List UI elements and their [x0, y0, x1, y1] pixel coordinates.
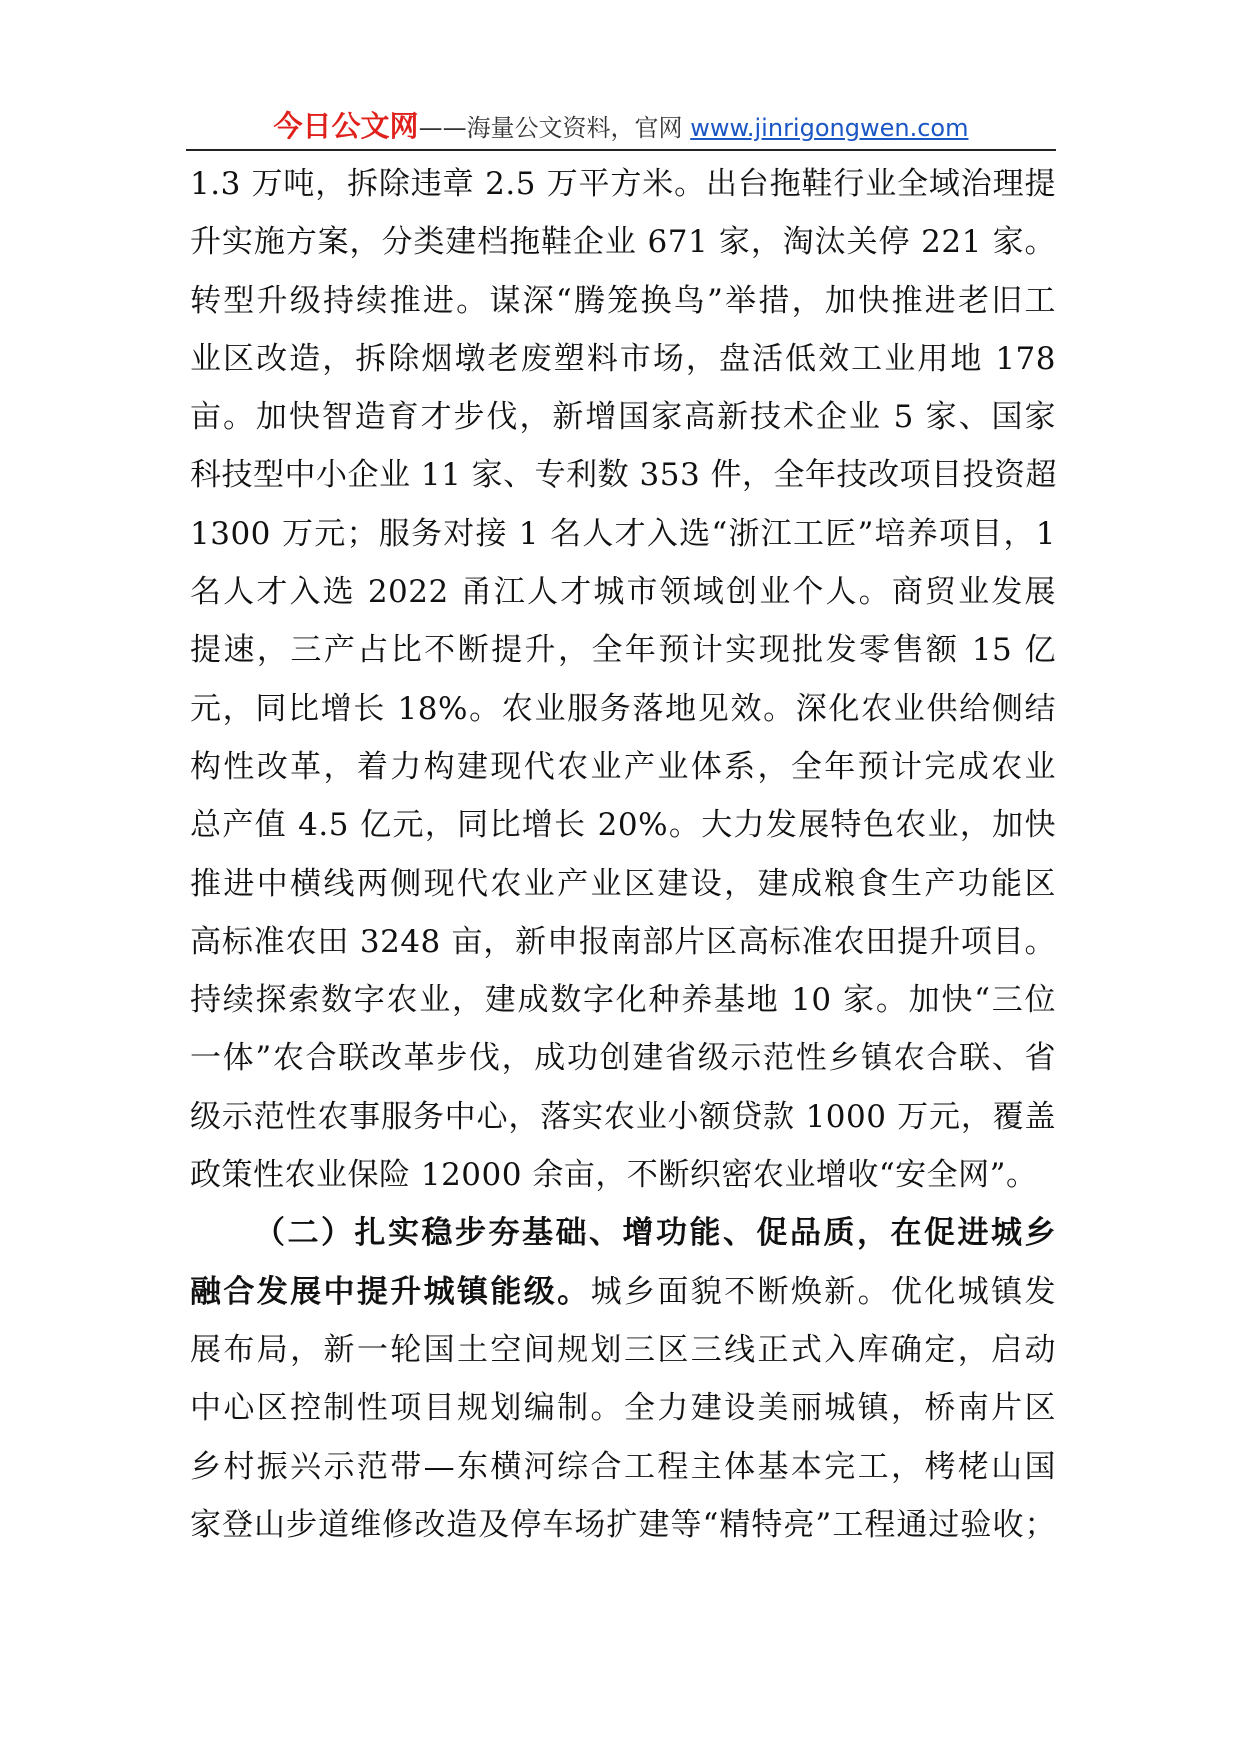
header-divider [186, 149, 1056, 151]
header-separator: —— [418, 114, 467, 142]
body-line: 业区改造，拆除烟墩老废塑料市场，盘活低效工业用地 178 [190, 340, 1056, 377]
body-line: 政策性农业保险 12000 余亩，不断织密农业增收“安全网”。 [190, 1157, 1038, 1194]
section-heading: （二）扎实稳步夯基础、增功能、促品质，在促进城乡 [254, 1215, 1056, 1252]
body-line: 元，同比增长 18%。农业服务落地见效。深化农业供给侧结 [190, 690, 1056, 727]
section-body-start: 城乡面貌不断焕新。优化城镇发 [590, 1273, 1057, 1310]
body-line: 亩。加快智造育才步伐，新增国家高新技术企业 5 家、国家 [190, 399, 1056, 436]
body-line: 家登山步道维修改造及停车场扩建等“精特亮”工程通过验收； [190, 1506, 1056, 1543]
document-body [190, 155, 1056, 1554]
body-line: 1300 万元；服务对接 1 名人才入选“浙江工匠”培养项目，1 [190, 515, 1056, 552]
body-line: 1.3 万吨，拆除违章 2.5 万平方米。出台拖鞋行业全域治理提 [190, 166, 1056, 202]
site-brand: 今日公文网 [273, 109, 419, 143]
body-line: 构性改革，着力构建现代农业产业体系，全年预计完成农业 [190, 748, 1056, 785]
body-line: 一体”农合联改革步伐，成功创建省级示范性乡镇农合联、省 [190, 1040, 1056, 1077]
body-line: 乡村振兴示范带—东横河综合工程主体基本完工，栲栳山国 [190, 1448, 1056, 1485]
body-line: 升实施方案，分类建档拖鞋企业 671 家，淘汰关停 221 家。 [190, 224, 1056, 261]
site-description: 海量公文资料，官网 [466, 114, 683, 142]
body-line: 名人才入选 2022 甬江人才城市领域创业个人。商贸业发展 [190, 574, 1056, 611]
body-line: 科技型中小企业 11 家、专利数 353 件，全年技改项目投资超 [190, 457, 1058, 494]
body-line: 级示范性农事服务中心，落实农业小额贷款 1000 万元，覆盖 [190, 1098, 1056, 1135]
body-line: 展布局，新一轮国土空间规划三区三线正式入库确定，启动 [190, 1331, 1056, 1368]
section-heading-end: 融合发展中提升城镇能级。 [190, 1273, 591, 1310]
page-header [186, 106, 1056, 148]
body-line: 高标准农田 3248 亩，新申报南部片区高标准农田提升项目。 [190, 923, 1056, 960]
site-url-link[interactable]: www.jinrigongwen.com [690, 114, 969, 142]
body-line: 提速，三产占比不断提升，全年预计实现批发零售额 15 亿 [190, 632, 1056, 669]
section-heading-continuation [190, 1263, 1056, 1321]
body-line: 持续探索数字农业，建成数字化种养基地 10 家。加快“三位 [190, 982, 1056, 1019]
body-line: 推进中横线两侧现代农业产业区建设，建成粮食生产功能区 [190, 865, 1056, 902]
body-line: 转型升级持续推进。谋深“腾笼换鸟”举措，加快推进老旧工 [190, 282, 1056, 319]
body-line: 总产值 4.5 亿元，同比增长 20%。大力发展特色农业，加快 [190, 807, 1056, 844]
body-line: 中心区控制性项目规划编制。全力建设美丽城镇，桥南片区 [190, 1390, 1056, 1427]
